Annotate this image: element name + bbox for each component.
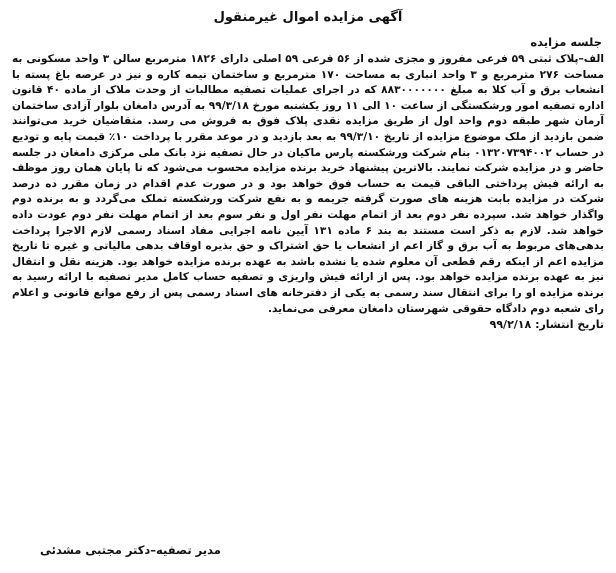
publish-date: تاریخ انتشار: ۹۹/۲/۱۸ [489,318,604,332]
ad-body [0,50,616,317]
body-paragraph: الف–پلاک ثبتی ۵۹ فرعی مفروز و مجزی شده از ۵۶ فرعی ۵۹ اصلی دارای ۱۸۲۶ مترمربع سالن ۳ واحد مسکونی به مساحت ۲۷۶ مترمربع و ۳ واحد انباری به مساحت ۱۷۰ مترمربع و ساختمان نیمه کاره و نیز در عرصه باغ پسته با انشعاب برق و آب کلا به مبلغ ۸۸۳۰۰۰۰۰۰۰ که در اجرای عملیات تصفیه مطالبات از وحدت ملاک از ماده ۴۰ قانون اداره تصفیه امور ورشکستگی از ساعت ۱۰ الی ۱۱ روز یکشنبه مورخ ۹۹/۳/۱۸ به آدرس دامغان بلوار آزادی ساختمان آرمان شهر طبقه دوم واحد اول از طریق مزایده نقدی پلاک فوق به فروش می رسد. متقاضیان خرید می‌توانند ضمن بازدید از ملک موضوع مزایده از تاریخ ۹۹/۳/۱۰ به بعد بازدید و در موعد مقرر با پرداخت ۱۰٪ قیمت پایه و تودیع در حساب ۰۱۳۲۰۷۳۹۴۰۰۲ بنام شرکت ورشکسته پارس ماکیان در حال تصفیه نزد بانک ملی مرکزی دامغان در جلسه حاضر و در مزایده شرکت نمایند. بالاترین پیشنهاد خرید برنده مزایده محسوب می‌شود که تا پایان همان روز موظف به ارائه فیش پرداختی الباقی قیمت به حساب فوق خواهد بود و در صورت عدم اقدام در زمان مقرر ده درصد شرکت در مزایده بابت هزینه های صورت گرفته جریمه و به نفع شرکت ورشکسته تملک می‌گردد و به برنده دوم واگذار خواهد شد. سپرده نفر دوم بعد از اتمام مهلت نفر اول و نفر سوم بعد از اتمام مهلت نفر دوم عودت داده خواهد شد. لازم به ذکر است مستند به بند ۶ ماده ۱۳۱ آیین نامه اجرایی مفاد اسناد رسمی لازم الاجرا پرداخت بدهی‌های مربوط به آب برق و گاز اعم از انشعاب یا حق اشتراک و حق بذیره اوقاف بدهی مالیاتی و غیره تا تاریخ مزایده اعم از اینکه رقم قطعی آن معلوم شده یا نشده باشد به عهده برنده مزایده خواهد بود. هزینه نقل و انتقال نیز به عهده برنده مزایده خواهد بود. پس از ارائه فیش واریزی و تصفیه حساب کامل مدیر تصفیه با ارائه رسید به برنده مزایده او را برای انتقال سند رسمی به یکی از دفترخانه های اسناد رسمی پس از رفع موانع قانونی و اعلام رای شعبه دوم دادگاه حقوقی شهرستان دامغان معرفی می‌نماید. [12,53,605,315]
ad-title: آگهی مزایده اموال غیرمنقول [213,10,403,25]
signature: مدیر تصفیه–دکتر مجتبی مشدئی [40,543,221,557]
session-label: جلسه مزایده [530,35,602,49]
